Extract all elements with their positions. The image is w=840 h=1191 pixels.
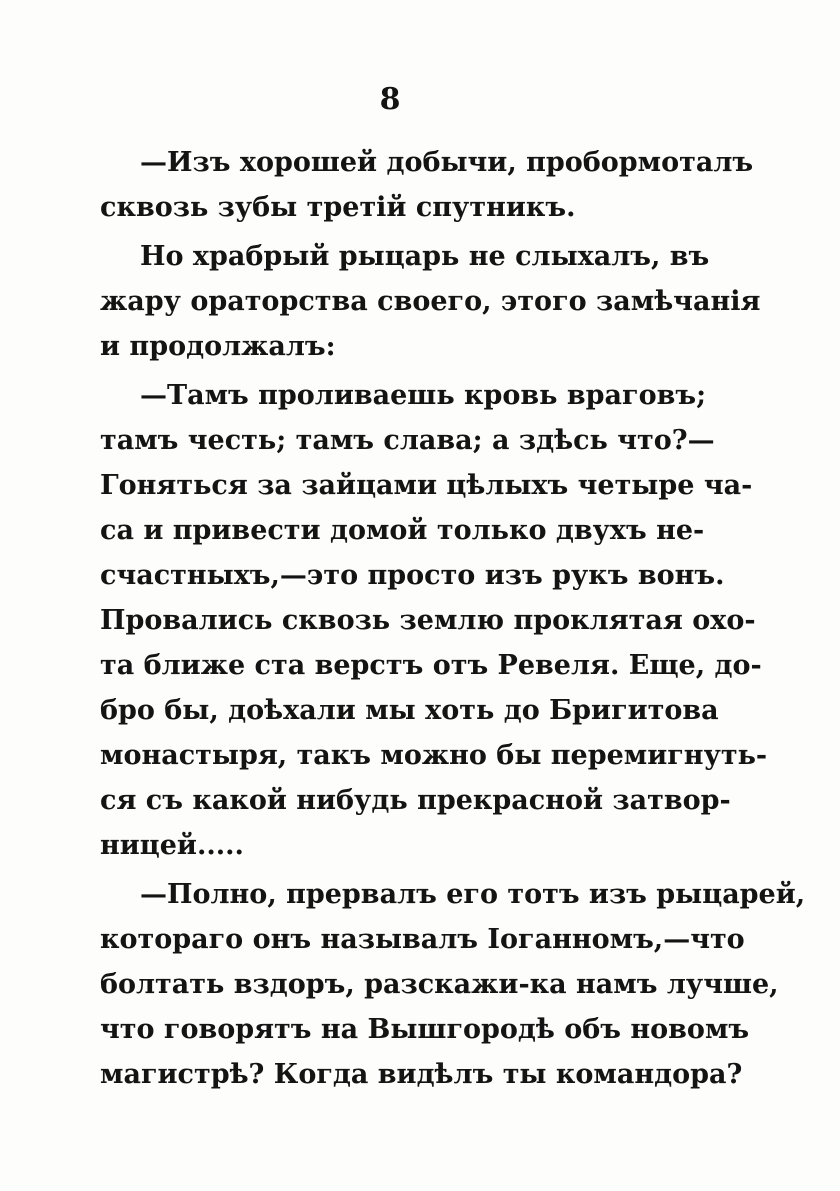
text-line: Гоняться за зайцами цѣлыхъ четыре ча- [100,470,753,501]
text-line: ся съ какой нибудь прекрасной затвор- [100,785,731,816]
text-line: котораго онъ называлъ Іоганномъ,—что [100,924,745,955]
text-line: са и привести домой только двухъ не- [100,515,705,546]
text-line: та ближе ста верстъ отъ Ревеля. Еще, до- [100,650,762,681]
paragraph-4 [100,872,806,1097]
text-line: тамъ честь; тамъ слава; а здѣсь что?— [100,425,715,456]
paragraph-2 [100,234,761,369]
text-line: Но храбрый рыцарь не слыхалъ, въ [140,241,710,272]
text-line: —Тамъ проливаешь кровь враговъ; [140,380,707,411]
text-line: ницей..... [100,830,244,861]
text-line: болтать вздоръ, разскажи-ка намъ лучше, [100,969,779,1000]
text-line: и продолжалъ: [100,331,336,362]
text-line: жару ораторства своего, этого замѣчанія [100,286,761,317]
paragraph-1 [100,140,754,230]
text-line: монастыря, такъ можно бы перемигнуть- [100,740,768,771]
body-text [100,140,806,1097]
text-line: бро бы, доѣхали мы хоть до Бригитова [100,695,719,726]
text-line: сквозь зубы третій спутникъ. [100,192,576,223]
text-line: счастныхъ,—это просто изъ рукъ вонъ. [100,560,725,591]
text-line: Провались сквозь землю проклятая охо- [100,605,756,636]
text-line: —Полно, прервалъ его тотъ изъ рыцарей, [140,879,806,910]
text-line: магистрѣ? Когда видѣлъ ты командора? [100,1059,743,1090]
page-number: 8 [379,82,401,117]
text-line: —Изъ хорошей добычи, пробормоталъ [140,147,754,178]
text-line: что говорятъ на Вышгородѣ объ новомъ [100,1014,750,1045]
paragraph-3 [100,373,768,868]
